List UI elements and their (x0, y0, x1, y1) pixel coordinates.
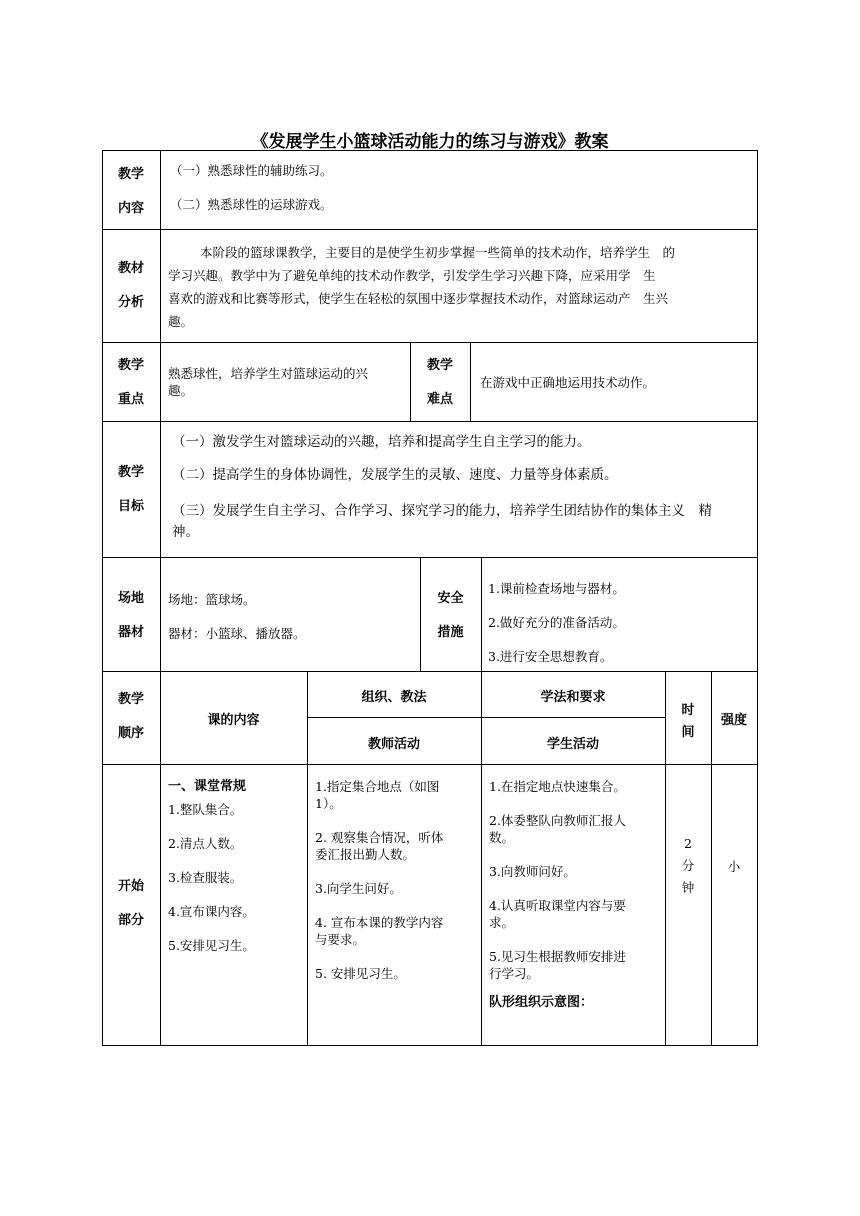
start-label: 开始 部分 (117, 879, 144, 928)
student-line: 5.见习生根据教师安排进 (489, 949, 626, 964)
document-title: 《发展学生小篮球活动能力的练习与游戏》教案 (251, 132, 609, 152)
teacher-line: 1.指定集合地点（如图 (315, 779, 440, 794)
safety-label: 安全 措施 (437, 591, 464, 640)
start-intensity: 小 (727, 859, 741, 874)
start-content-item: 1.整队集合。 (168, 802, 243, 817)
teacher-activity (315, 778, 479, 982)
student-line: 行学习。 (489, 966, 540, 981)
goal-item: （三）发展学生自主学习、合作学习、探究学习的能力，培养学生团结协作的集体主义 精 (172, 503, 712, 519)
content-item: （二）熟悉球性的运球游戏。 (170, 197, 333, 212)
analysis-text (168, 241, 752, 333)
safety-item: 1.课前检查场地与器材。 (488, 581, 625, 596)
start-time: 2 分 钟 (681, 836, 695, 895)
safety-item: 3.进行安全思想教育。 (488, 649, 613, 664)
key-line: 趣。 (168, 383, 194, 398)
student-line: 3.向教师问好。 (489, 864, 576, 879)
start-content-item: 4.宣布课内容。 (168, 904, 255, 919)
analysis-line: 本阶段的篮球课教学，主要目的是使学生初步掌握一些简单的技术动作，培养学生 的 (200, 245, 676, 260)
student-line: 数。 (489, 830, 515, 845)
teacher-activity-header: 教师活动 (367, 737, 420, 752)
teacher-line: 4. 宣布本课的教学内容 (315, 915, 444, 930)
analysis-line: 趣。 (168, 314, 194, 329)
teacher-line: 5. 安排见习生。 (315, 966, 406, 981)
key-label: 教学 重点 (117, 358, 144, 407)
student-activity-header: 学生活动 (546, 737, 599, 752)
venue-site: 场地：篮球场。 (168, 592, 256, 607)
key-line: 熟悉球性，培养学生对篮球运动的兴 (168, 366, 369, 381)
start-content (168, 778, 304, 963)
student-activity (489, 778, 663, 1011)
safety-list (488, 572, 754, 674)
goals-list (172, 434, 754, 541)
goal-item: （二）提高学生的身体协调性，发展学生的灵敏、速度、力量等身体素质。 (172, 467, 618, 483)
venue-text (168, 591, 418, 642)
start-content-item: 5.安排见习生。 (168, 938, 255, 953)
student-line: 4.认真听取课堂内容与要 (489, 898, 626, 913)
key-text (168, 365, 408, 399)
goal-item: （一）激发学生对篮球运动的兴趣，培养和提高学生自主学习的能力。 (172, 434, 591, 450)
student-line: 2.体委整队向教师汇报人 (489, 813, 626, 828)
venue-label: 场地 器材 (117, 591, 144, 640)
teacher-line: 3.向学生问好。 (315, 881, 402, 896)
difficulty-label: 教学 难点 (426, 358, 453, 407)
goals-label: 教学 目标 (117, 465, 144, 514)
time-header: 时 间 (681, 703, 695, 740)
goal-item: 神。 (172, 524, 199, 540)
difficulty-text: 在游戏中正确地运用技术动作。 (480, 375, 656, 390)
start-content-item: 3.检查服装。 (168, 870, 243, 885)
intensity-header: 强度 (720, 713, 747, 728)
content-item: （一）熟悉球性的辅助练习。 (170, 163, 333, 178)
safety-item: 2.做好充分的准备活动。 (488, 615, 625, 630)
student-line: 求。 (489, 915, 515, 930)
teacher-line: 2. 观察集合情况，听体 (315, 830, 444, 845)
start-content-title: 一、课堂常规 (168, 779, 247, 794)
org-method-header: 组织、教法 (361, 690, 427, 705)
analysis-line: 喜欢的游戏和比赛等形式，使学生在轻松的氛围中逐步掌握技术动作，对篮球运动产 生兴 (168, 291, 669, 306)
analysis-label: 教材 分析 (117, 261, 144, 310)
start-content-item: 2.清点人数。 (168, 836, 243, 851)
analysis-line: 学习兴趣。教学中为了避免单纯的技术动作教学，引发学生学习兴趣下降，应采用学 生 (168, 268, 656, 283)
study-req-header: 学法和要求 (540, 690, 606, 705)
content-items (170, 162, 750, 213)
content-label: 教学 内容 (117, 167, 144, 216)
student-line: 1.在指定地点快速集合。 (489, 779, 626, 794)
teacher-line: 1）。 (315, 796, 342, 811)
lesson-content-header: 课的内容 (207, 713, 260, 728)
formation-diagram-label: 队形组织示意图： (489, 995, 594, 1010)
teacher-line: 委汇报出勤人数。 (315, 847, 416, 862)
order-header: 教学 顺序 (117, 692, 144, 741)
venue-equipment: 器材：小篮球、播放器。 (168, 626, 306, 641)
teacher-line: 与要求。 (315, 932, 366, 947)
